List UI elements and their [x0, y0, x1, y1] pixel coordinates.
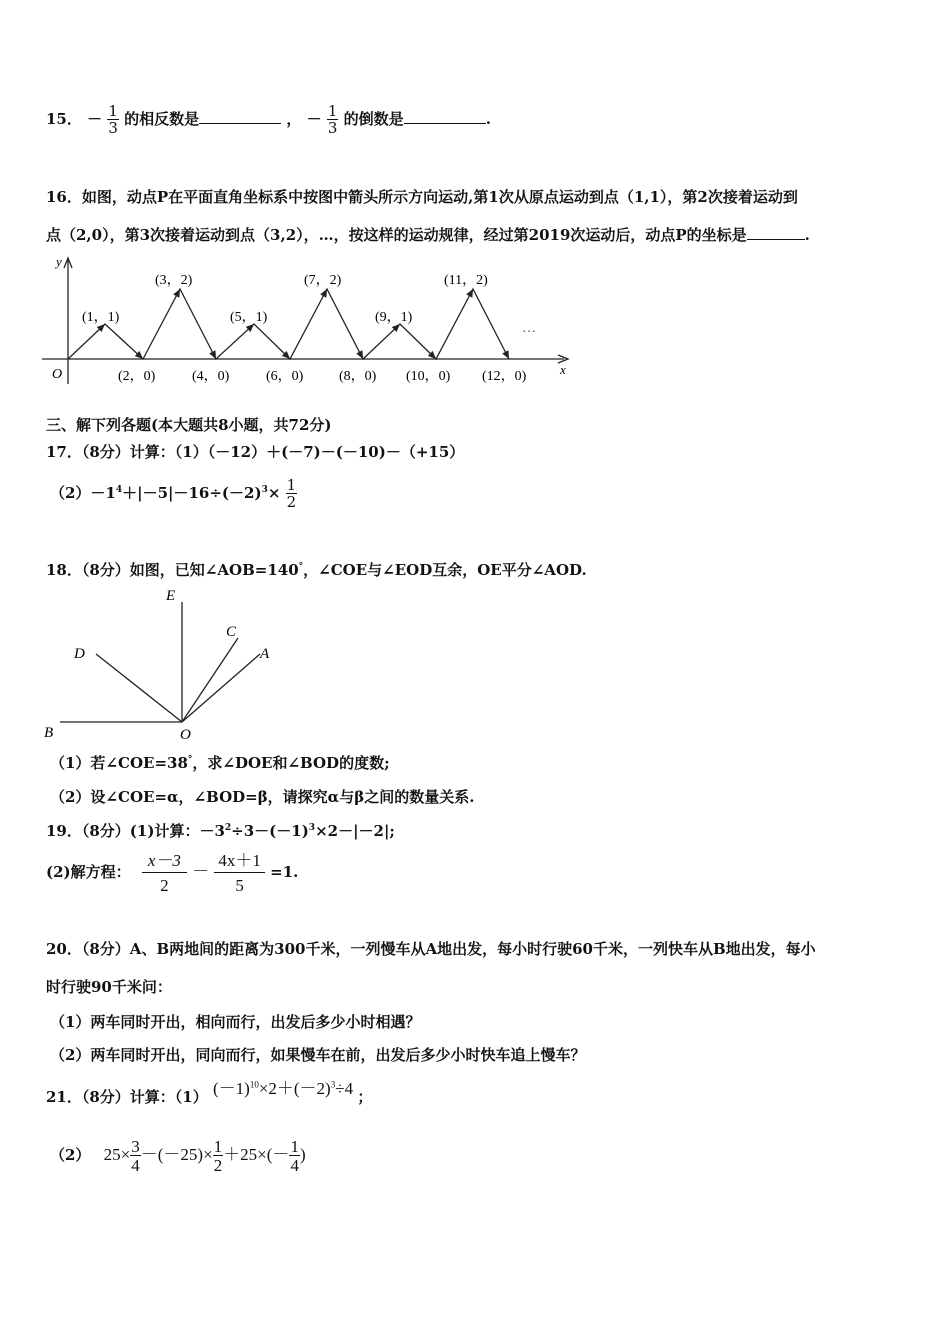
q16-line-1: 16．如图，动点P在平面直角坐标系中按图中箭头所示方向运动,第1次从原点运动到点（1,1），第2次接着运动到: [46, 188, 798, 206]
point-label: (4，0): [192, 369, 230, 384]
q20-part-1: （1）两车同时开出，相向而行，出发后多少小时相遇？: [50, 1013, 421, 1031]
q21-line-1: 21．（8分）计算：（1） $(-1)^{10}\times 2+(-2)^3\div 4$ ；: [46, 1079, 373, 1106]
q18-line-1: 18．（8分）如图，已知∠AOB=140°，∠COE与∠EOD互余，OE平分∠AOD.: [46, 561, 587, 579]
q19-fraction-2: $\frac{4x+1}{5}$: [214, 852, 265, 894]
q21-expression-2: 25× $\frac{3}{4}$ －(－25)× $\frac{1}{2}$ ＋25×(－ $\frac{1}{4}$ ): [103, 1137, 306, 1175]
q17-line-1: 17．（8分）计算：（1）（－12）＋(－7)－(－10)－（+15）: [46, 443, 465, 461]
q21-expression-1: $(-1)^{10}\times 2+(-2)^3\div 4$: [212, 1079, 354, 1098]
label-E: E: [166, 588, 176, 604]
ray-OD: [96, 654, 182, 722]
q20-part-2: （2）两车同时开出，同向而行，如果慢车在前，出发后多少小时快车追上慢车？: [50, 1046, 586, 1064]
y-label: y: [56, 254, 62, 269]
angle-figure: [40, 584, 290, 744]
point-label: (11，2): [444, 273, 488, 288]
point-label: (6，0): [266, 369, 304, 384]
q18-part-1: （1）若∠COE=38°，求∠DOE和∠BOD的度数;: [50, 754, 390, 772]
q19-line-1: 19．（8分）(1)计算：$-3^2\div 3-(-1)^3\times 2-|-2|$;: [46, 822, 395, 840]
point-label: (3，2): [155, 273, 193, 288]
q16-line-2: 点（2,0），第3次接着运动到点（3,2），…，按这样的运动规律，经过第2019次运动后，动点P的坐标是 .: [46, 226, 810, 244]
x-label: x: [560, 362, 566, 377]
label-A: A: [260, 646, 270, 662]
zigzag-path: [68, 289, 509, 359]
motion-path-graph: [42, 254, 572, 386]
ellipsis: …: [522, 321, 536, 336]
q21-part-2: （2） 25× $\frac{3}{4}$ －(－25)× $\frac{1}{2}$ ＋25×(－ $\frac{1}{4}$ ): [50, 1137, 306, 1175]
q20-line-1: 20．（8分）A、B两地间的距离为300千米，一列慢车从A地出发，每小时行驶60千米，一列快车从B地出发，每小: [46, 940, 816, 958]
section-heading: 三、解下列各题(本大题共8小题，共72分): [46, 416, 332, 434]
q19-fraction-1: $\frac{x-3}{2}$: [142, 852, 187, 894]
point-label: (2，0): [118, 369, 156, 384]
q18-part-2: （2）设∠COE=α，∠BOD=β，请探究α与β之间的数量关系.: [50, 788, 475, 806]
label-B: B: [44, 725, 54, 741]
point-label: (7，2): [304, 273, 342, 288]
origin-label: O: [52, 367, 63, 382]
point-label: (12，0): [482, 369, 527, 384]
q17-fraction: $\frac{1}{2}$: [286, 476, 297, 511]
point-label: (1，1): [82, 310, 120, 325]
q17-part-2: $(2)-1^4+|-5|-16\div(-2)^3\times$ $\frac{1}{2}$: [50, 476, 297, 511]
label-O: O: [180, 727, 191, 743]
answer-blank[interactable]: [404, 111, 486, 124]
label-C: C: [226, 624, 237, 640]
point-label: (9，1): [375, 310, 413, 325]
answer-blank[interactable]: [199, 111, 281, 124]
q15-fraction-1: $\frac{1}{3}$: [108, 102, 118, 137]
q19-part-2: (2)解方程： $\frac{x-3}{2}$ － $\frac{4x+1}{5}$ =1.: [46, 851, 299, 895]
answer-blank[interactable]: [747, 227, 805, 240]
label-D: D: [74, 646, 85, 662]
question-15: 15． － $\frac{1}{3}$ 的相反数是 ， － $\frac{1}{3}$ 的倒数是 .: [46, 102, 491, 137]
point-label: (8，0): [339, 369, 377, 384]
q15-number: 15．: [46, 110, 82, 128]
point-label: (5，1): [230, 310, 268, 325]
q20-line-2: 时行驶90千米问：: [46, 978, 172, 996]
q15-fraction-2: $\frac{1}{3}$: [327, 102, 338, 137]
point-label: (10，0): [406, 369, 451, 384]
